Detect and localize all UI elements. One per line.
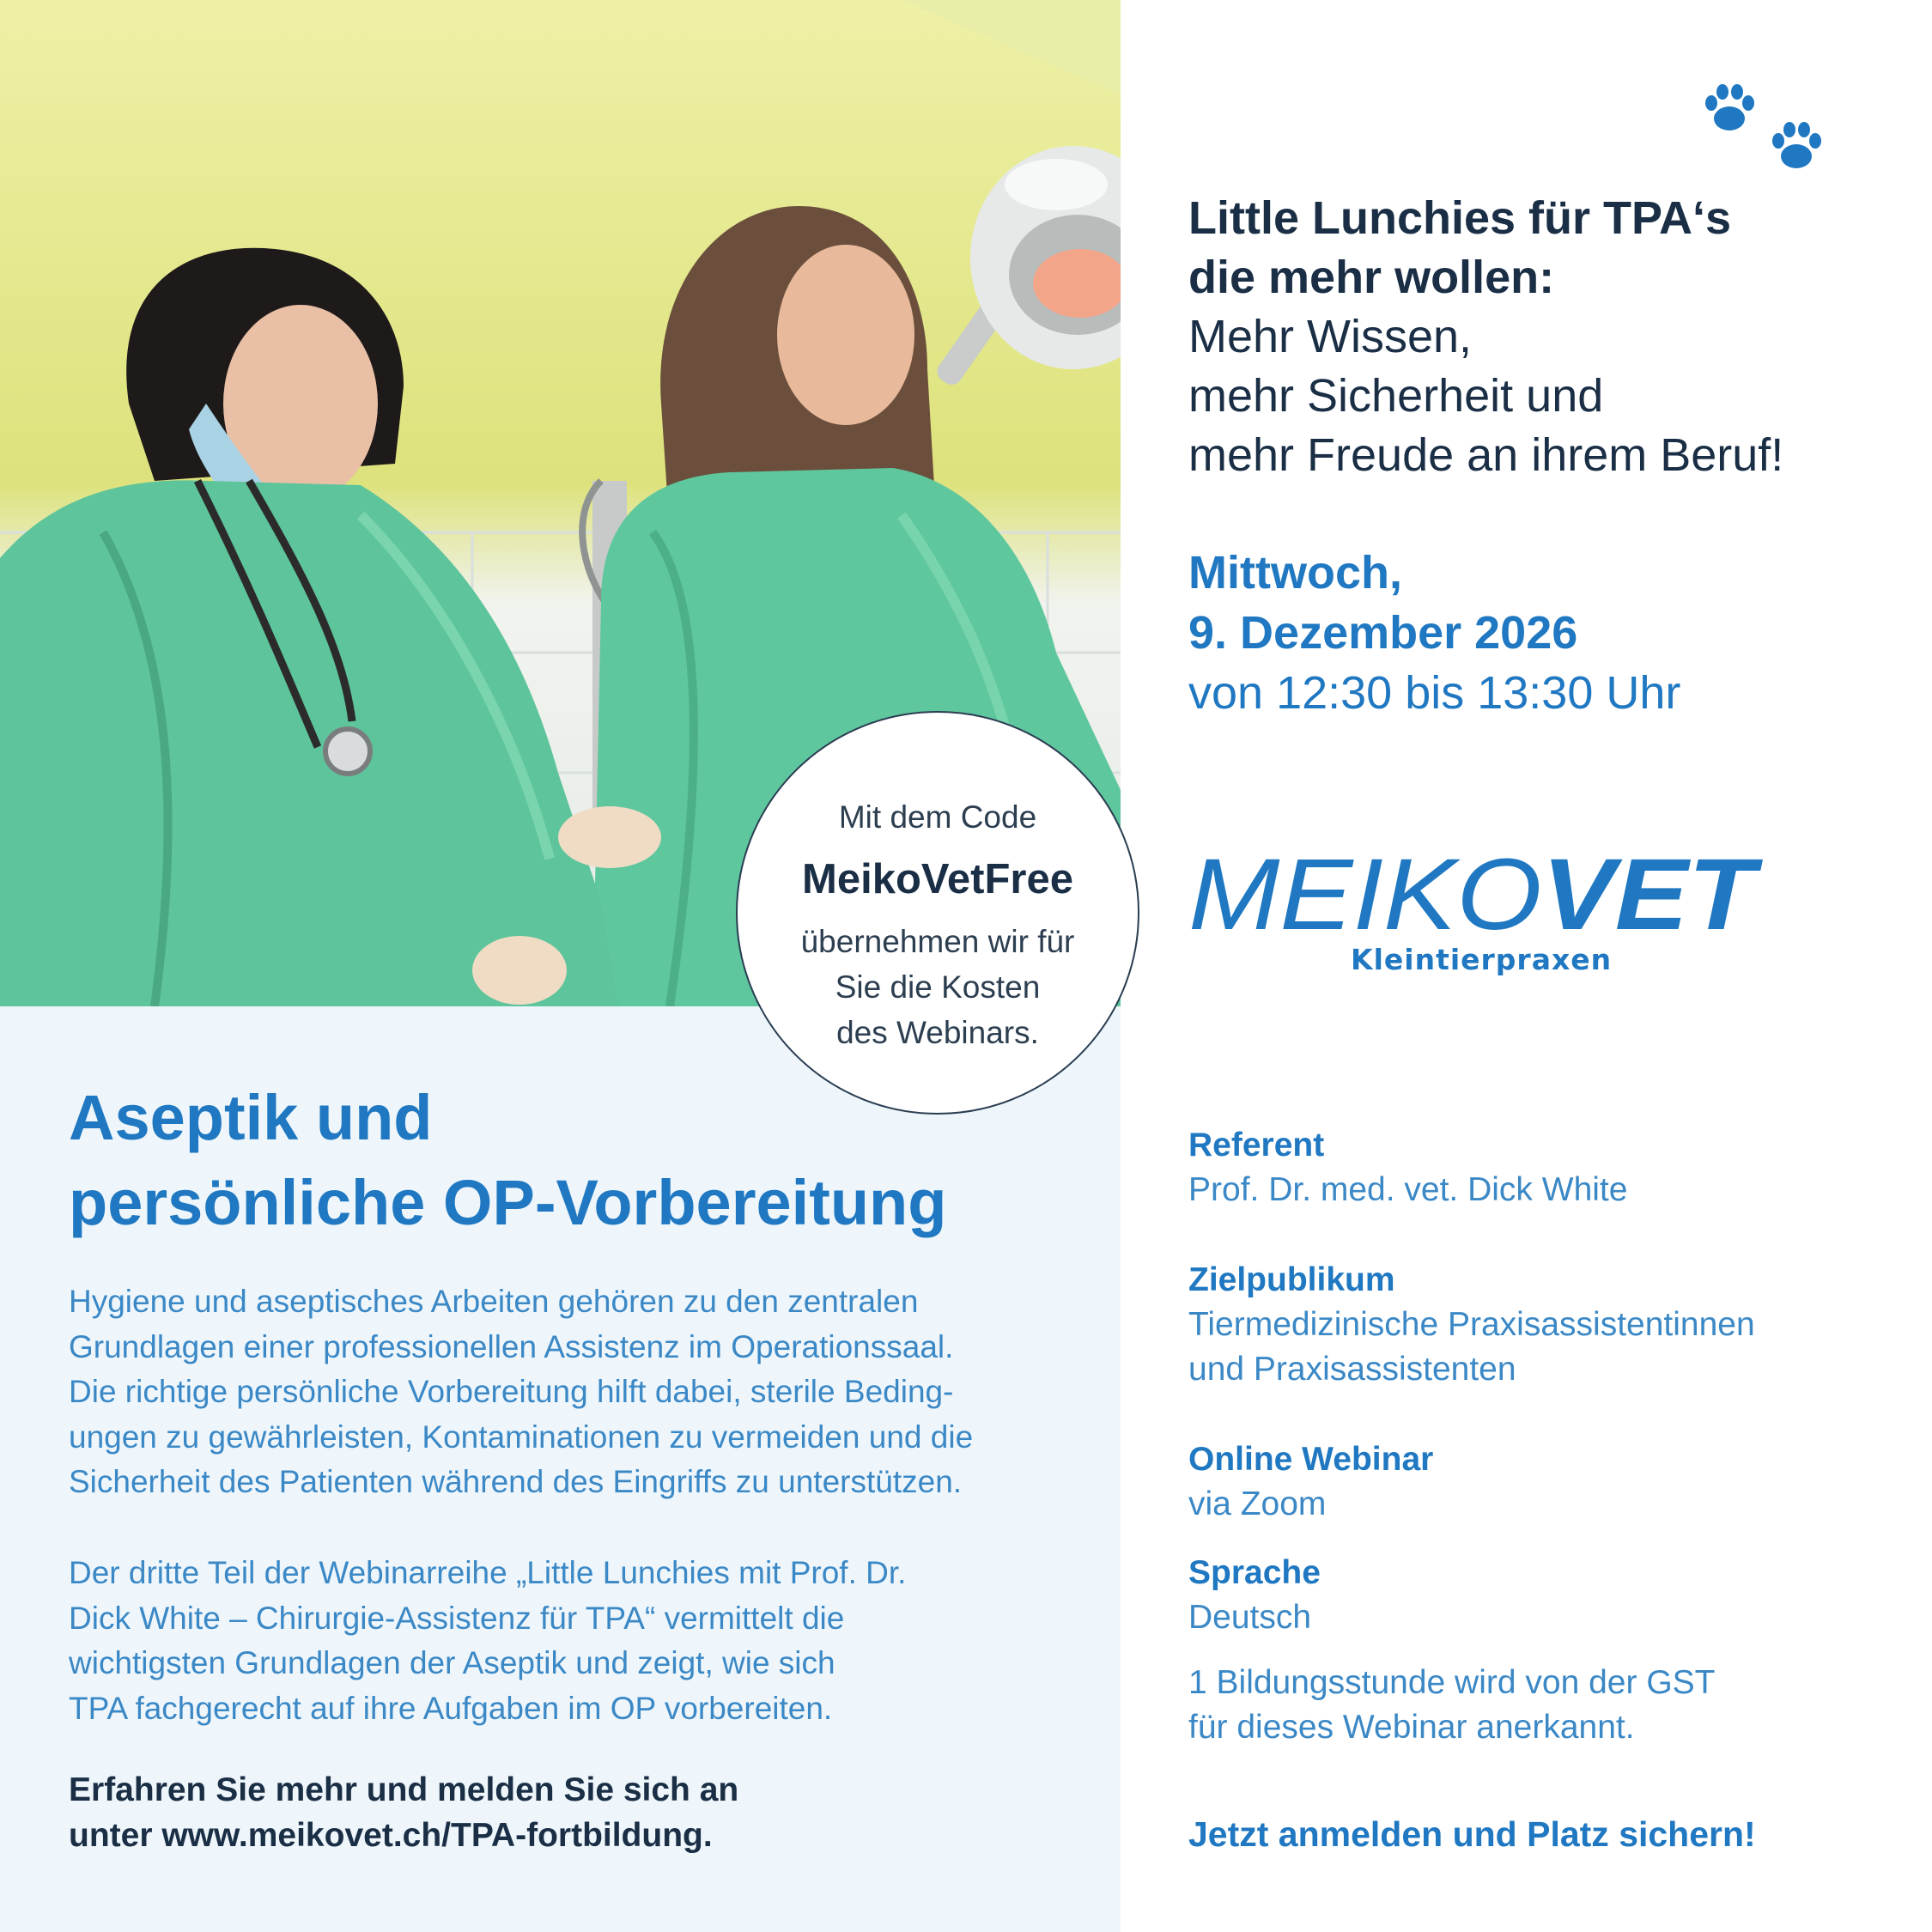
text-line: Dick White – Chirurgie-Assistenz für TPA“ vermittelt die — [69, 1600, 845, 1636]
referent-label: Referent — [1188, 1127, 1325, 1163]
format-label: Online Webinar — [1188, 1441, 1434, 1478]
text-line: TPA fachgerecht auf ihre Aufgaben im OP vorbereiten. — [69, 1690, 833, 1726]
logo-part-1: MEIKO — [1188, 850, 1516, 936]
paw-icon — [1705, 84, 1754, 131]
text-line: 1 Bildungsstunde wird von der GST — [1188, 1664, 1716, 1701]
promo-code: MeikoVetFree — [802, 856, 1073, 902]
logo-wordmark — [1188, 850, 1764, 936]
logo-tagline: Kleintierpraxen — [1351, 943, 1613, 976]
series-intro — [1188, 189, 1783, 485]
format-value: via Zoom — [1188, 1485, 1327, 1522]
text-line: Sicherheit des Patienten während des Eingriffs zu unterstützen. — [69, 1464, 963, 1499]
title-line: persönliche OP-Vorbereitung — [69, 1167, 947, 1238]
ceiling-corner — [902, 0, 1121, 94]
format-block — [1188, 1437, 1433, 1527]
intro-line: mehr Sicherheit und — [1188, 370, 1604, 422]
intro-line: Mehr Wissen, — [1188, 311, 1473, 362]
logo-part-2: VET — [1541, 850, 1740, 936]
audience-value: Tiermedizinische Praxisassistentinnen — [1188, 1306, 1755, 1343]
event-day: 9. Dezember 2026 — [1188, 607, 1578, 659]
audience-value: und Praxisassistenten — [1188, 1351, 1516, 1388]
audience-label: Zielpublikum — [1188, 1261, 1395, 1298]
text-line: wichtigsten Grundlagen der Aseptik und zeigt, wie sich — [69, 1645, 835, 1680]
intro-line: die mehr wollen: — [1188, 252, 1555, 303]
surgical-lamp — [933, 146, 1121, 389]
paw-icon — [1772, 122, 1821, 168]
register-call-to-action[interactable]: Jetzt anmelden und Platz sichern! — [1188, 1814, 1756, 1854]
text-line: ungen zu gewährleisten, Kontaminationen zu vermeiden und die — [69, 1419, 974, 1455]
referent-value: Prof. Dr. med. vet. Dick White — [1188, 1171, 1628, 1208]
text-line: für dieses Webinar anerkannt. — [1188, 1709, 1635, 1746]
title-line: Aseptik und — [69, 1082, 433, 1153]
event-weekday: Mittwoch, — [1188, 547, 1402, 598]
language-block — [1188, 1551, 1321, 1640]
badge-intro: Mit dem Code — [838, 799, 1037, 835]
registration-info — [69, 1767, 738, 1858]
intro-line: Little Lunchies für TPA‘s — [1188, 192, 1732, 244]
text-line: Sie die Kosten — [835, 969, 1041, 1005]
text-line: Die richtige persönliche Vorbereitung hilft dabei, sterile Beding- — [69, 1374, 954, 1409]
promo-code-badge — [736, 711, 1139, 1115]
referent-block — [1188, 1123, 1627, 1212]
paw-prints-icon — [1696, 76, 1833, 183]
text-line: Hygiene und aseptisches Arbeiten gehören zu den zentralen — [69, 1284, 919, 1319]
language-label: Sprache — [1188, 1554, 1321, 1591]
meikovet-logo — [1188, 850, 1764, 987]
text-line: Erfahren Sie mehr und melden Sie sich an — [69, 1771, 739, 1808]
webinar-title — [69, 1075, 946, 1245]
assistant-left — [0, 248, 661, 1006]
svg-text:MEIKOVET — [1188, 850, 1764, 936]
badge-note — [738, 919, 1138, 1055]
text-line: Grundlagen einer professionellen Assistenz im Operationssaal. — [69, 1328, 954, 1364]
registration-link[interactable]: unter www.meikovet.ch/TPA-fortbildung. — [69, 1817, 713, 1854]
audience-block — [1188, 1258, 1755, 1392]
intro-line: mehr Freude an ihrem Beruf! — [1188, 429, 1784, 481]
language-value: Deutsch — [1188, 1599, 1312, 1636]
text-line: Der dritte Teil der Webinarreihe „Little Lunchies mit Prof. Dr. — [69, 1555, 907, 1590]
text-line: übernehmen wir für — [800, 924, 1075, 959]
event-time: von 12:30 bis 13:30 Uhr — [1188, 667, 1681, 719]
event-date — [1188, 543, 1680, 723]
description-paragraph-1 — [69, 1279, 1091, 1505]
description-paragraph-2 — [69, 1551, 1091, 1731]
credit-note — [1188, 1661, 1716, 1750]
text-line: des Webinars. — [836, 1015, 1039, 1050]
